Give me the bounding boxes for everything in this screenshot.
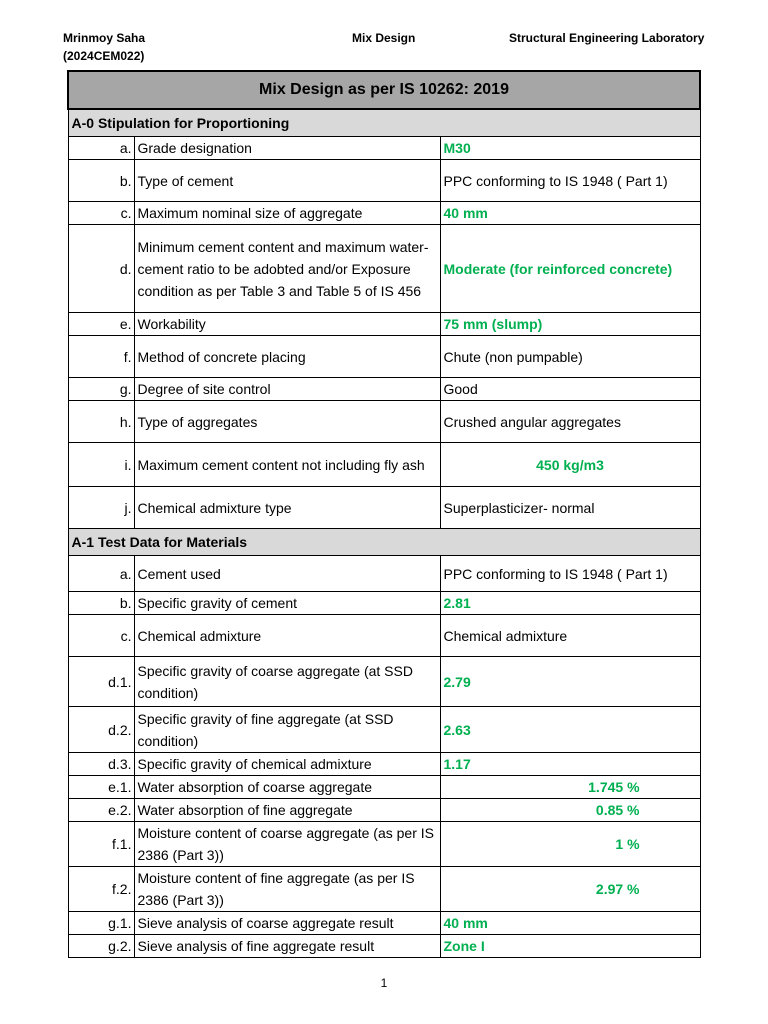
- row-index: h.: [68, 401, 134, 443]
- row-label: Moisture content of fine aggregate (as per IS 2386 (Part 3)): [134, 867, 440, 912]
- row-index: d.3.: [68, 753, 134, 776]
- page-number: 1: [380, 976, 388, 990]
- row-value: 2.79: [440, 657, 700, 707]
- row-value: M30: [440, 137, 700, 160]
- table-row: [68, 592, 700, 615]
- row-label: Water absorption of fine aggregate: [134, 799, 440, 822]
- row-index: e.: [68, 313, 134, 336]
- row-index: e.1.: [68, 776, 134, 799]
- header-center: Mix Design: [352, 31, 416, 45]
- row-index: i.: [68, 443, 134, 487]
- title-row: [68, 71, 700, 109]
- author-name: Mrinmoy Saha: [63, 31, 146, 45]
- row-label: Workability: [134, 313, 440, 336]
- row-label: Sieve analysis of fine aggregate result: [134, 935, 440, 958]
- author-roll: (2024CEM022): [63, 49, 145, 63]
- row-index: c.: [68, 202, 134, 225]
- row-value: Moderate (for reinforced concrete): [440, 225, 700, 313]
- row-value: Crushed angular aggregates: [440, 401, 700, 443]
- row-value: 75 mm (slump): [440, 313, 700, 336]
- table-row: [68, 378, 700, 401]
- row-index: g.2.: [68, 935, 134, 958]
- row-label: Maximum nominal size of aggregate: [134, 202, 440, 225]
- row-label: Specific gravity of coarse aggregate (at SSD condition): [134, 657, 440, 707]
- header-right: Structural Engineering Laboratory: [509, 31, 705, 45]
- table-row: [68, 487, 700, 529]
- row-value: 0.85 %: [440, 799, 700, 822]
- section-heading-row: [68, 109, 700, 137]
- row-index: f.: [68, 336, 134, 378]
- row-value: 450 kg/m3: [440, 443, 700, 487]
- row-value: Superplasticizer- normal: [440, 487, 700, 529]
- table-row: [68, 822, 700, 867]
- row-index: b.: [68, 160, 134, 202]
- row-value: 40 mm: [440, 912, 700, 935]
- row-label: Moisture content of coarse aggregate (as per IS 2386 (Part 3)): [134, 822, 440, 867]
- table-row: [68, 657, 700, 707]
- table-row: [68, 753, 700, 776]
- row-label: Specific gravity of fine aggregate (at SSD condition): [134, 707, 440, 753]
- row-label: Minimum cement content and maximum water-cement ratio to be adobted and/or Exposure condition as per Table 3 and Table 5 of IS 456: [134, 225, 440, 313]
- row-value: 40 mm: [440, 202, 700, 225]
- row-index: d.: [68, 225, 134, 313]
- row-label: Chemical admixture type: [134, 487, 440, 529]
- table-row: [68, 313, 700, 336]
- row-value: PPC conforming to IS 1948 ( Part 1): [440, 160, 700, 202]
- row-label: Grade designation: [134, 137, 440, 160]
- section-heading: A-1 Test Data for Materials: [68, 529, 700, 556]
- row-label: Degree of site control: [134, 378, 440, 401]
- row-label: Chemical admixture: [134, 615, 440, 657]
- table-row: [68, 615, 700, 657]
- row-index: g.: [68, 378, 134, 401]
- header-author: [63, 29, 145, 65]
- table-row: [68, 707, 700, 753]
- row-index: f.2.: [68, 867, 134, 912]
- row-label: Cement used: [134, 556, 440, 592]
- table-row: [68, 556, 700, 592]
- row-index: d.1.: [68, 657, 134, 707]
- row-index: g.1.: [68, 912, 134, 935]
- row-value: 1.17: [440, 753, 700, 776]
- row-label: Type of aggregates: [134, 401, 440, 443]
- row-value: PPC conforming to IS 1948 ( Part 1): [440, 556, 700, 592]
- table-row: [68, 137, 700, 160]
- mix-design-table: [67, 70, 701, 958]
- row-index: c.: [68, 615, 134, 657]
- table-row: [68, 443, 700, 487]
- row-value: Chemical admixture: [440, 615, 700, 657]
- table-row: [68, 935, 700, 958]
- row-value: 2.81: [440, 592, 700, 615]
- row-value: 1 %: [440, 822, 700, 867]
- row-value: 1.745 %: [440, 776, 700, 799]
- row-index: e.2.: [68, 799, 134, 822]
- section-heading-row: [68, 529, 700, 556]
- row-label: Specific gravity of chemical admixture: [134, 753, 440, 776]
- row-index: j.: [68, 487, 134, 529]
- row-value: Zone I: [440, 935, 700, 958]
- row-label: Type of cement: [134, 160, 440, 202]
- table-title: Mix Design as per IS 10262: 2019: [68, 71, 700, 109]
- table-row: [68, 776, 700, 799]
- row-label: Maximum cement content not including fly ash: [134, 443, 440, 487]
- table-row: [68, 160, 700, 202]
- row-index: a.: [68, 137, 134, 160]
- row-label: Specific gravity of cement: [134, 592, 440, 615]
- table-row: [68, 202, 700, 225]
- row-index: f.1.: [68, 822, 134, 867]
- table-row: [68, 799, 700, 822]
- table-row: [68, 912, 700, 935]
- row-label: Sieve analysis of coarse aggregate result: [134, 912, 440, 935]
- row-value: 2.63: [440, 707, 700, 753]
- table-row: [68, 225, 700, 313]
- row-value: 2.97 %: [440, 867, 700, 912]
- row-value: Chute (non pumpable): [440, 336, 700, 378]
- row-label: Water absorption of coarse aggregate: [134, 776, 440, 799]
- table-row: [68, 401, 700, 443]
- section-heading: A-0 Stipulation for Proportioning: [68, 109, 700, 137]
- row-label: Method of concrete placing: [134, 336, 440, 378]
- table-row: [68, 336, 700, 378]
- row-index: b.: [68, 592, 134, 615]
- row-index: d.2.: [68, 707, 134, 753]
- row-value: Good: [440, 378, 700, 401]
- row-index: a.: [68, 556, 134, 592]
- table-row: [68, 867, 700, 912]
